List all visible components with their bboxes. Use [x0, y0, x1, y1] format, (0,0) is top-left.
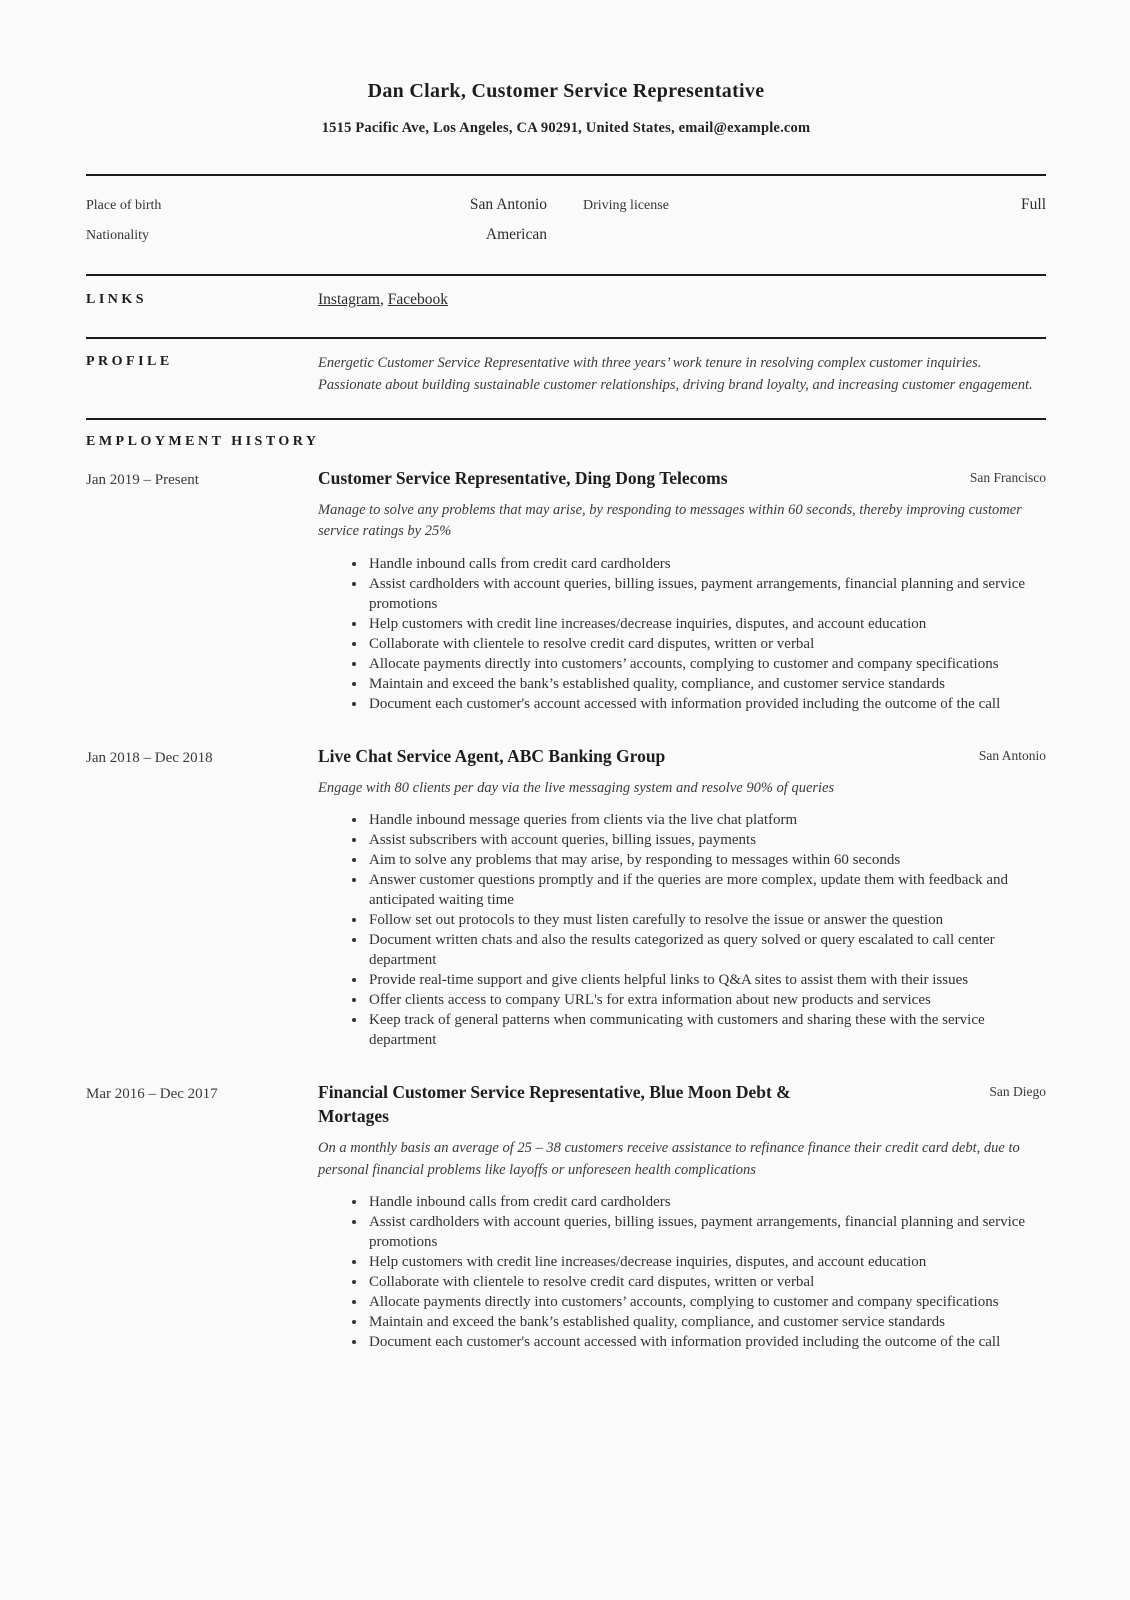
profile-heading: PROFILE [86, 354, 173, 369]
nationality-value: American [485, 226, 547, 243]
job-bullet: • Document each customer's account accessed with information provided including the outcome of the call [367, 1332, 1046, 1352]
job-bullet: • Maintain and exceed the bank’s established quality, compliance, and customer service standards [367, 674, 1046, 694]
instagram-link[interactable]: Instagram [318, 291, 380, 308]
details-row [86, 226, 1046, 244]
links-heading: LINKS [86, 292, 148, 307]
job-bullet: • Collaborate with clientele to resolve credit card disputes, written or verbal [367, 1272, 1046, 1292]
job-bullets [318, 810, 1046, 1050]
job-title: Customer Service Representative, Ding Dong Telecoms [318, 467, 728, 488]
job-bullet: • Answer customer questions promptly and if the queries are more complex, update them with feedback and anticipated waiting time [367, 870, 1046, 910]
driving-license-label: Driving license [583, 198, 669, 213]
details-row [86, 196, 1046, 214]
job-bullet: • Handle inbound message queries from clients via the live chat platform [367, 810, 1046, 830]
job-dates: Jan 2018 – Dec 2018 [86, 749, 213, 766]
link-separator: , [379, 291, 388, 308]
job-dates: Jan 2019 – Present [86, 471, 199, 488]
job-bullet: • Assist cardholders with account queries, billing issues, payment arrangements, financial planning and service promotions [367, 1212, 1046, 1252]
job-bullet: • Collaborate with clientele to resolve credit card disputes, written or verbal [367, 634, 1046, 654]
job-summary: Engage with 80 clients per day via the live messaging system and resolve 90% of queries [318, 779, 835, 796]
employment-heading: EMPLOYMENT HISTORY [86, 433, 320, 449]
employment-entry [86, 1080, 1046, 1352]
employment-jobs [86, 466, 1046, 1353]
job-bullet: • Allocate payments directly into customers’ accounts, complying to customer and company specifications [367, 1292, 1046, 1312]
job-bullets [318, 554, 1046, 714]
job-summary: On a monthly basis an average of 25 – 38 customers receive assistance to refinance finance their credit card debt, due to personal financial problems like layoffs or unforeseen health complications [318, 1140, 1020, 1178]
job-dates: Mar 2016 – Dec 2017 [86, 1086, 218, 1103]
employment-section [86, 433, 1046, 1353]
job-bullet: • Follow set out protocols to they must listen carefully to resolve the issue or answer the question [367, 910, 1046, 930]
job-bullet: • Handle inbound calls from credit card cardholders [367, 1192, 1046, 1212]
links-list [318, 290, 1046, 310]
job-location: San Diego [989, 1084, 1046, 1100]
employment-entry [86, 744, 1046, 1051]
job-location: San Antonio [978, 747, 1046, 763]
job-title: Financial Customer Service Representative, Blue Moon Debt & Mortages [318, 1082, 791, 1127]
page-title: Dan Clark, Customer Service Representative [367, 80, 765, 102]
job-bullet: • Maintain and exceed the bank’s established quality, compliance, and customer service standards [367, 1312, 1046, 1332]
resume-header [86, 78, 1046, 138]
job-bullet: • Allocate payments directly into customers’ accounts, complying to customer and company specifications [367, 654, 1046, 674]
job-bullet: • Document written chats and also the results categorized as query solved or query escalated to call center department [367, 930, 1046, 970]
job-bullet: • Help customers with credit line increases/decrease inquiries, disputes, and account education [367, 1252, 1046, 1272]
job-summary: Manage to solve any problems that may arise, by responding to messages within 60 seconds, thereby improving customer service ratings by 25% [318, 501, 1022, 540]
nationality-label: Nationality [86, 228, 149, 243]
job-location: San Francisco [969, 469, 1046, 485]
job-bullet: • Handle inbound calls from credit card cardholders [367, 554, 1046, 574]
job-bullet: • Offer clients access to company URL's for extra information about new products and services [367, 990, 1046, 1010]
profile-text: Energetic Customer Service Representative with three years’ work tenure in resolving complex customer inquiries. Passionate about building sustainable customer relationships, driving brand loyalty, and increasing customer engagement. [318, 355, 1033, 394]
job-bullets [318, 1192, 1046, 1352]
job-title: Live Chat Service Agent, ABC Banking Group [318, 745, 666, 766]
place-of-birth-value: San Antonio [469, 196, 547, 213]
employment-entry [86, 466, 1046, 714]
details-section [86, 176, 1046, 274]
job-bullet: • Aim to solve any problems that may arise, by responding to messages within 60 seconds [367, 850, 1046, 870]
job-bullet: • Assist subscribers with account queries, billing issues, payments [367, 830, 1046, 850]
driving-license-value: Full [1021, 196, 1046, 213]
facebook-link[interactable]: Facebook [387, 291, 448, 308]
links-section [86, 276, 1046, 337]
job-bullet: • Keep track of general patterns when communicating with customers and sharing these with the service department [367, 1010, 1046, 1050]
profile-section [86, 339, 1046, 418]
job-bullet: • Provide real-time support and give clients helpful links to Q&A sites to assist them with their issues [367, 970, 1046, 990]
job-bullet: • Document each customer's account accessed with information provided including the outcome of the call [367, 694, 1046, 714]
divider [86, 418, 1046, 420]
job-bullet: • Assist cardholders with account queries, billing issues, payment arrangements, financial planning and service promotions [367, 574, 1046, 614]
contact-line: 1515 Pacific Ave, Los Angeles, CA 90291, United States, email@example.com [321, 120, 811, 136]
job-bullet: • Help customers with credit line increases/decrease inquiries, disputes, and account education [367, 614, 1046, 634]
place-of-birth-label: Place of birth [86, 198, 162, 213]
